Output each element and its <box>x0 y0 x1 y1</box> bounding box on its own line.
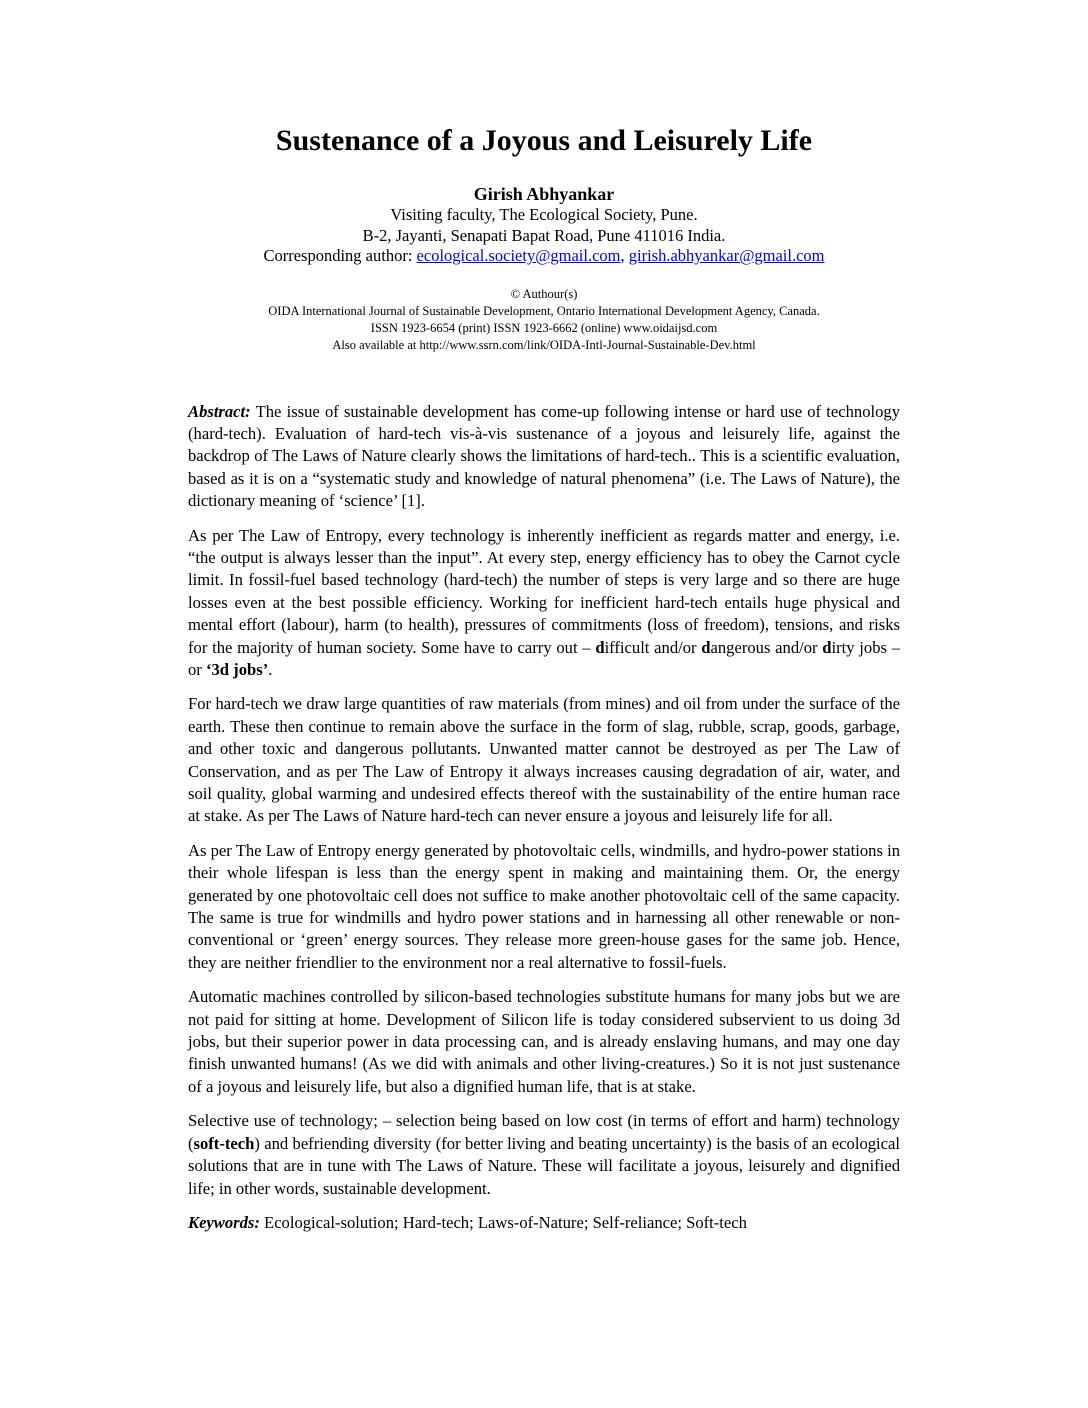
copyright-line: © Authour(s) <box>510 286 578 301</box>
issn-line: ISSN 1923-6654 (print) ISSN 1923-6662 (online) www.oidaijsd.com <box>370 320 718 335</box>
affiliation-line-1: Visiting faculty, The Ecological Society, Pune. <box>390 205 698 224</box>
text-segment: . <box>268 659 273 679</box>
text-segment: As per The Law of Entropy, every technology is inherently inefficient as regards matter and energy, i.e. “the output is always lesser than the input”. At every step, energy efficiency has to obey the Carnot cycle limit. In fossil-fuel based technology (hard-tech) the number of steps is very large and so there are huge losses even at the best possible efficiency. Working for inefficient hard-tech entails huge physical and mental effort (labour), harm (to health), pressures of commitments (loss of freedom), tensions, and risks for the majority of human society. Some have to carry out – <box>188 525 900 657</box>
page-title: Sustenance of a Joyous and Leisurely Life <box>275 124 813 157</box>
corresponding-author-label: Corresponding author: <box>263 246 417 265</box>
text-segment: As per The Law of Entropy energy generated by photovoltaic cells, windmills, and hydro-power stations in their whole lifespan is less than the energy spent in making and maintaining them. Or, the energy generated by one photovoltaic cell does not suffice to make another photovoltaic cell of the same capacity. The same is true for windmills and hydro power stations and in harnessing all other renewable or non-conventional or ‘green’ energy sources. They release more green-house gases for the same job. Hence, they are neither friendlier to the environment nor a real alternative to fossil-fuels. <box>188 840 900 972</box>
text-segment: d <box>595 637 605 657</box>
text-segment: d <box>701 637 711 657</box>
text-segment: soft-tech <box>193 1133 255 1153</box>
text-segment: For hard-tech we draw large quantities of raw materials (from mines) and oil from under the surface of the earth. These then continue to remain above the surface in the form of slag, rubble, scrap, goods, garbage, and other toxic and dangerous pollutants. Unwanted matter cannot be destroyed as per The Law of Conservation, and as per The Law of Entropy it always increases causing degradation of air, water, and soil quality, global warming and undesired effects thereof with the sustainability of the entire human race at stake. As per The Laws of Nature hard-tech can never ensure a joyous and leisurely life for all. <box>188 694 900 826</box>
email-link-ecological-society[interactable]: ecological.society@gmail.com <box>416 246 621 265</box>
body-paragraph-raw-materials <box>188 693 900 827</box>
text-segment: d <box>822 637 832 657</box>
author-name: Girish Abhyankar <box>473 184 615 204</box>
affiliation-line-2: B-2, Jayanti, Senapati Bapat Road, Pune 411016 India. <box>362 225 726 245</box>
text-segment: ‘3d jobs’ <box>205 659 269 679</box>
body-paragraph-entropy <box>188 525 900 682</box>
text-segment: Keywords: <box>188 1212 260 1232</box>
text-segment: Abstract: <box>188 401 251 421</box>
availability-line: Also available at http://www.ssrn.com/link/OIDA-Intl-Journal-Sustainable-Dev.html <box>332 337 756 352</box>
text-segment: The issue of sustainable development has come-up following intense or hard use of technology (hard-tech). Evaluation of hard-tech vis-à-vis sustenance of a joyous and leisurely life, against the backdrop of The Laws of Nature clearly shows the limitations of hard-tech.. This is a scientific evaluation, based as it is on a “systematic study and knowledge of natural phenomena” (i.e. The Laws of Nature), the dictionary meaning of ‘science’ [1]. <box>188 401 900 511</box>
text-segment: ) and befriending diversity (for better living and beating uncertainty) is the basis of an ecological solutions that are in tune with The Laws of Nature. These will facilitate a joyous, leisurely and dignified life; in other words, sustainable development. <box>188 1133 900 1198</box>
email-link-girish-abhyankar[interactable]: girish.abhyankar@gmail.com <box>628 246 825 265</box>
text-segment: ifficult and/or <box>604 637 702 657</box>
body-paragraph-renewables <box>188 840 900 974</box>
text-segment: irty jobs – or <box>188 637 900 679</box>
text-segment: Selective use of technology; – selection being based on low cost (in terms of effort and harm) technology ( <box>188 1111 900 1153</box>
imprint-block <box>188 286 900 354</box>
corresponding-author-line <box>188 246 900 267</box>
text-segment: Automatic machines controlled by silicon-based technologies substitute humans for many jobs but we are not paid for sitting at home. Development of Silicon life is today considered subservient to us doing 3d jobs, but their superior power in data processing can, and is already enslaving humans, and may one day finish unwanted humans! (As we did with animals and other living-creatures.) So it is not just sustenance of a joyous and leisurely life, but also a dignified human life, that is at stake. <box>188 987 900 1096</box>
email-separator: , <box>620 246 629 265</box>
body-paragraph-machines <box>188 986 900 1098</box>
text-segment: angerous and/or <box>710 637 823 657</box>
text-segment: Ecological-solution; Hard-tech; Laws-of-Nature; Self-reliance; Soft-tech <box>259 1212 747 1232</box>
abstract-paragraph <box>188 401 900 513</box>
body-paragraph-soft-tech <box>188 1110 900 1200</box>
paper-body <box>188 401 900 1235</box>
journal-line: OIDA International Journal of Sustainable Development, Ontario International Development Agency, Canada. <box>268 303 820 318</box>
keywords-line <box>188 1212 900 1234</box>
paper-content <box>188 0 900 1234</box>
